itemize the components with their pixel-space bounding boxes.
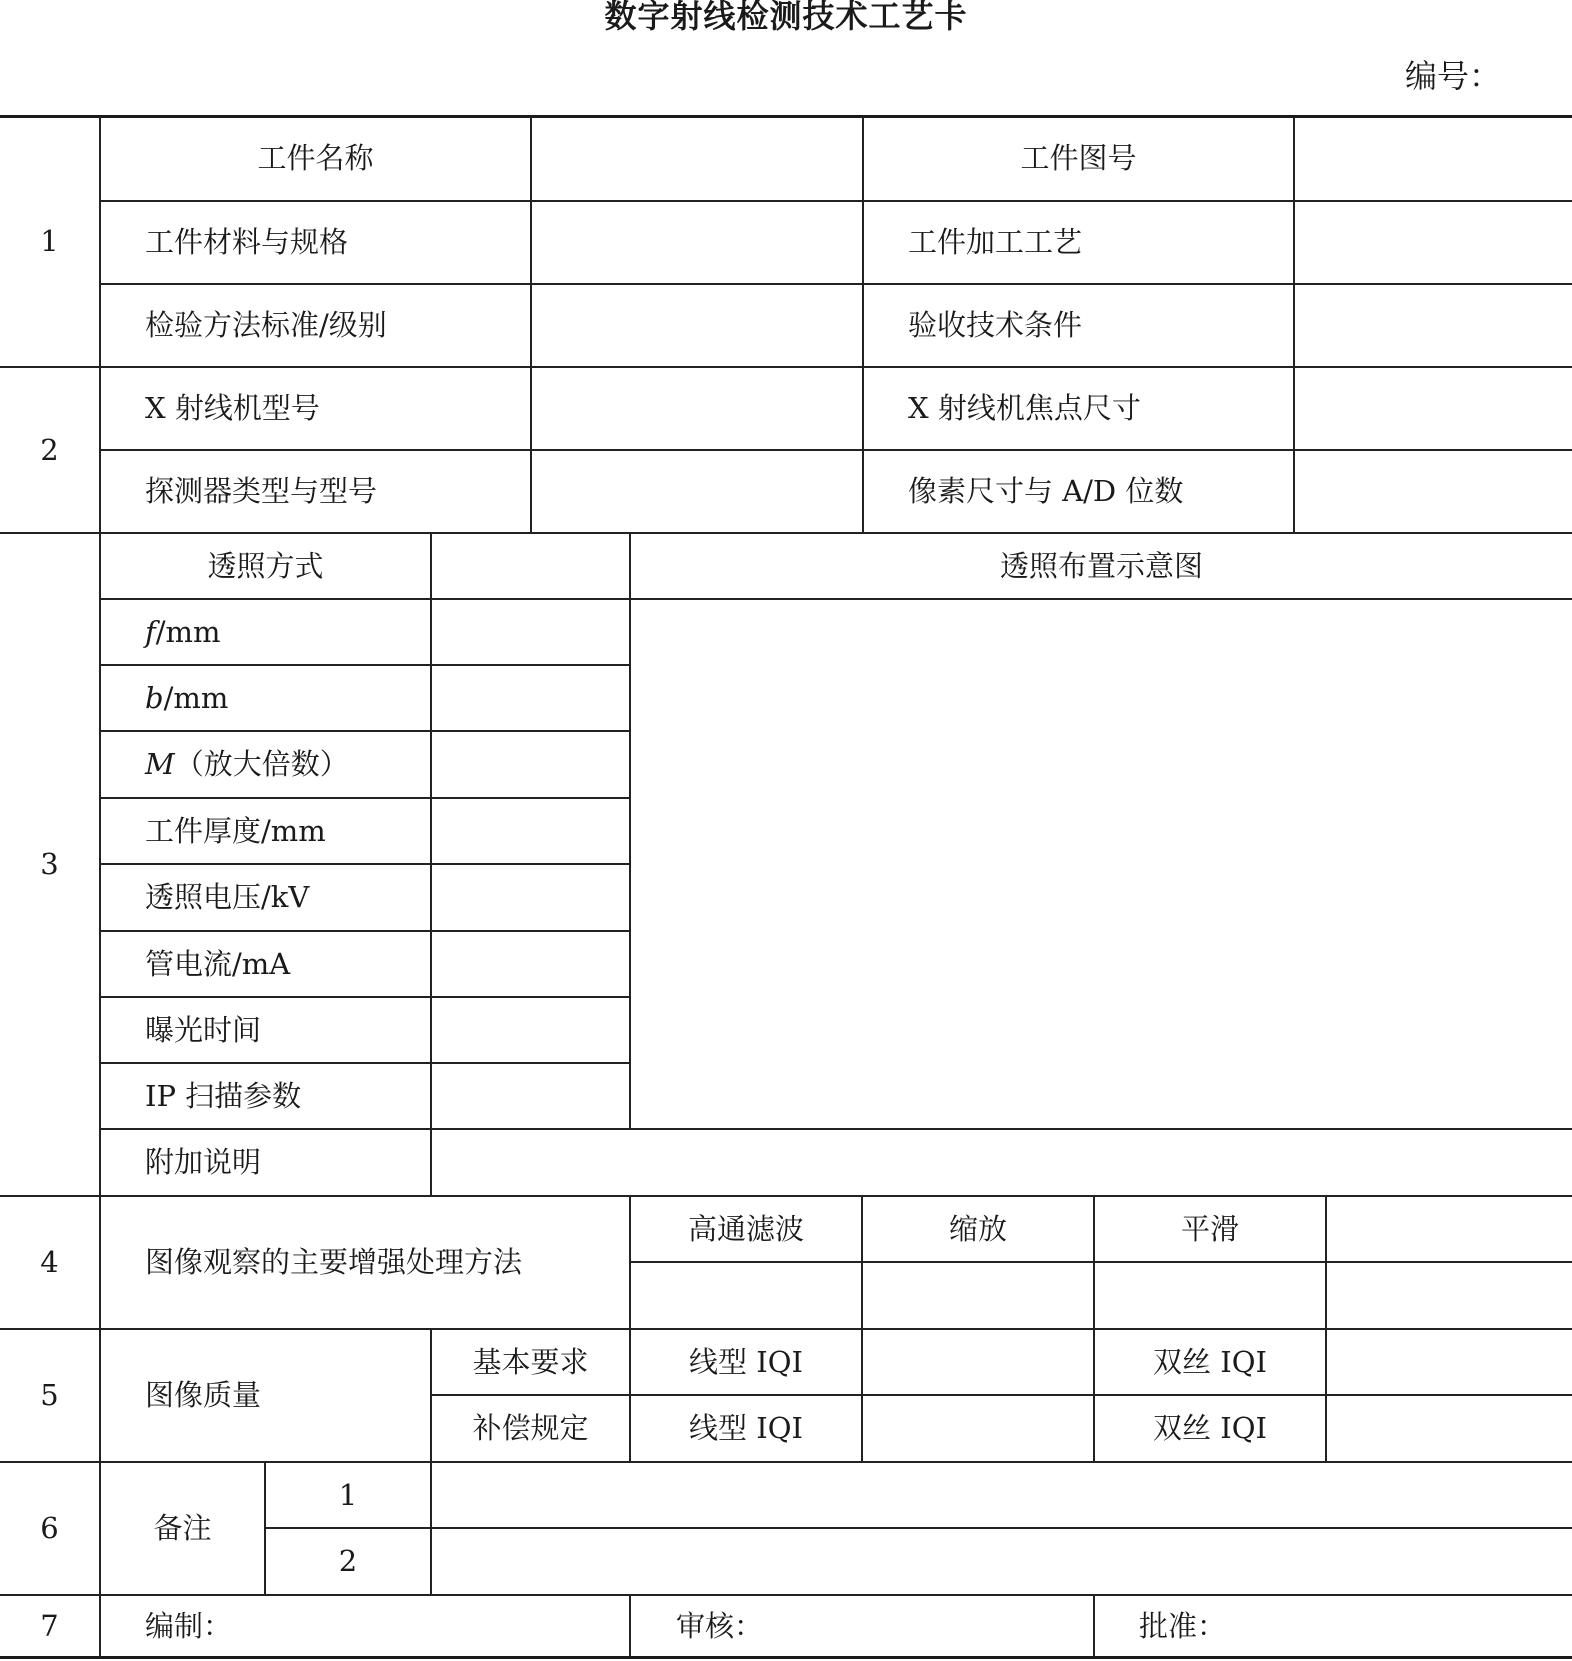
field-process[interactable]: [1295, 202, 1572, 283]
magnification-desc: （放大倍数）: [174, 747, 349, 781]
label-highpass-filter: 高通滤波: [687, 1211, 804, 1246]
row-number: 1: [40, 224, 59, 258]
field-acceptance[interactable]: [1295, 285, 1572, 366]
row-number: 6: [40, 1511, 59, 1545]
label-enhancement-methods: 图像观察的主要增强处理方法: [145, 1245, 523, 1279]
field-exposure-mode[interactable]: [432, 534, 629, 598]
field-remark-2[interactable]: [432, 1529, 1572, 1594]
row-number: 3: [40, 847, 59, 881]
field-method-standard[interactable]: [532, 285, 862, 366]
diagram-area[interactable]: [631, 600, 1572, 1128]
label-ip-scan: IP 扫描参数: [145, 1078, 302, 1113]
label-remarks: 备注: [153, 1511, 212, 1545]
label-tube-current: 管电流/mA: [145, 946, 291, 981]
field-comp-duplex-iqi[interactable]: [1327, 1396, 1572, 1461]
label-b-mm: [101, 666, 430, 730]
label-thickness: 工件厚度/mm: [145, 813, 326, 848]
table-bottom-border: [0, 1656, 1572, 1659]
label-image-quality: 图像质量: [145, 1378, 262, 1412]
label-duplex-iqi: 双丝 IQI: [1153, 1411, 1267, 1445]
label-wire-iqi: 线型 IQI: [689, 1344, 803, 1379]
field-workpiece-name[interactable]: [532, 117, 862, 200]
var-f: f: [145, 614, 156, 649]
field-thickness[interactable]: [432, 799, 629, 863]
label-compensation: 补偿规定: [472, 1411, 589, 1445]
label-material-spec: 工件材料与规格: [145, 225, 349, 259]
label-xray-model: X 射线机型号: [145, 391, 320, 425]
label-process: 工件加工工艺: [908, 225, 1083, 259]
field-b-mm[interactable]: [432, 666, 629, 730]
field-focal-size[interactable]: [1295, 368, 1572, 449]
label-workpiece-name: 工件名称: [257, 141, 374, 175]
field-enhancement-extra-value[interactable]: [1327, 1263, 1572, 1328]
row-number: 4: [40, 1245, 59, 1279]
var-m: M: [145, 747, 175, 781]
field-ip-scan[interactable]: [432, 1064, 629, 1128]
field-xray-model[interactable]: [532, 368, 862, 449]
field-magnification[interactable]: [432, 732, 629, 797]
label-layout-diagram: 透照布置示意图: [999, 548, 1203, 583]
label-exposure-mode: 透照方式: [207, 548, 324, 583]
field-enhancement-extra[interactable]: [1327, 1197, 1572, 1261]
field-highpass-filter[interactable]: [631, 1263, 861, 1328]
field-detector[interactable]: [532, 451, 862, 532]
remark-index: 1: [338, 1477, 358, 1512]
label-duplex-iqi: 双丝 IQI: [1153, 1344, 1267, 1379]
label-additional-notes: 附加说明: [145, 1145, 262, 1179]
label-f-mm: [101, 600, 430, 664]
var-b: b: [145, 680, 164, 715]
document-number-label: 编号：: [1405, 57, 1502, 95]
row-number: 2: [40, 432, 59, 467]
field-comp-wire-iqi[interactable]: [863, 1396, 1093, 1461]
field-additional-notes[interactable]: [432, 1130, 1572, 1195]
field-exposure-time[interactable]: [432, 998, 629, 1062]
label-focal-size: X 射线机焦点尺寸: [908, 391, 1141, 425]
field-f-mm[interactable]: [432, 600, 629, 664]
label-method-standard: 检验方法标准/级别: [145, 308, 387, 342]
label-magnification: [101, 732, 430, 797]
label-basic-requirement: 基本要求: [472, 1344, 589, 1379]
label-approved-by: 批准：: [1139, 1608, 1227, 1643]
row-number: 5: [40, 1378, 59, 1412]
unit-mm: /mm: [163, 680, 229, 715]
field-drawing-number[interactable]: [1295, 117, 1572, 200]
label-prepared-by: 编制：: [145, 1608, 233, 1643]
field-voltage[interactable]: [432, 865, 629, 930]
label-wire-iqi: 线型 IQI: [689, 1411, 803, 1445]
label-acceptance: 验收技术条件: [908, 308, 1083, 342]
label-detector: 探测器类型与型号: [145, 474, 378, 508]
field-smoothing[interactable]: [1095, 1263, 1325, 1328]
label-zoom: 缩放: [948, 1211, 1007, 1246]
field-basic-duplex-iqi[interactable]: [1327, 1330, 1572, 1394]
row-number: 7: [40, 1608, 59, 1643]
label-smoothing: 平滑: [1180, 1211, 1239, 1246]
label-voltage: 透照电压/kV: [145, 880, 310, 914]
unit-mm: /mm: [155, 614, 221, 649]
field-basic-wire-iqi[interactable]: [863, 1330, 1093, 1394]
page-title: 数字射线检测技术工艺卡: [604, 0, 968, 35]
label-drawing-number: 工件图号: [1020, 141, 1137, 175]
field-material-spec[interactable]: [532, 202, 862, 283]
field-tube-current[interactable]: [432, 932, 629, 996]
label-reviewed-by: 审核：: [676, 1608, 764, 1643]
remark-index: 2: [338, 1544, 358, 1578]
field-zoom[interactable]: [863, 1263, 1093, 1328]
label-exposure-time: 曝光时间: [145, 1012, 262, 1047]
field-remark-1[interactable]: [432, 1463, 1572, 1527]
field-pixel-ad[interactable]: [1295, 451, 1572, 532]
label-pixel-ad: 像素尺寸与 A/D 位数: [908, 474, 1184, 508]
